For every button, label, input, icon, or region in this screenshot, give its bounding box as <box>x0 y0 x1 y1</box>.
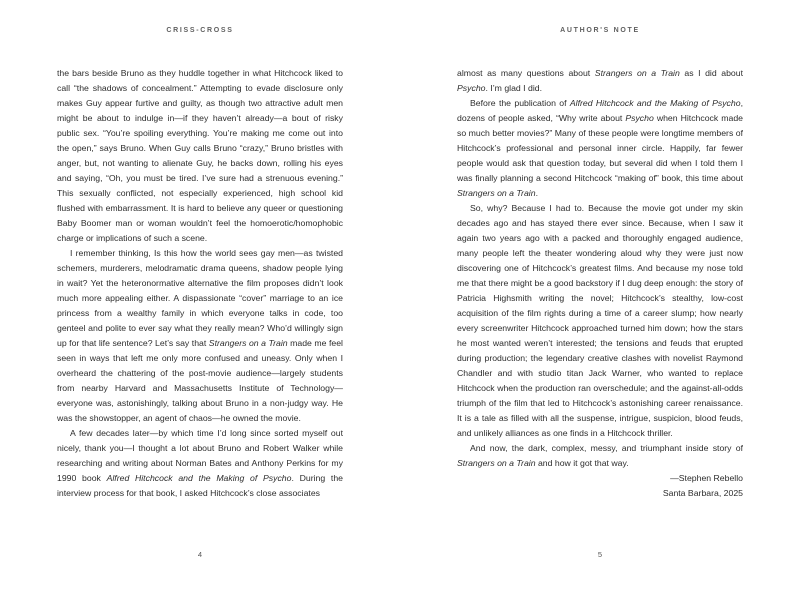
paragraph <box>57 66 343 246</box>
body-text-run: A few decades later—by which time I’d long since sorted myself out nicely, thank you—I thought a lot about Bruno and Robert Walker while researching and writing about Norman Bates and Anthony Perkins for my 1990 book <box>57 428 343 483</box>
paragraph <box>457 201 743 441</box>
signature-block <box>457 471 743 501</box>
left-page-number: 4 <box>197 550 203 559</box>
body-text-run: , dozens of people asked, “Why write about <box>457 98 743 123</box>
paragraph <box>457 96 743 201</box>
paragraph <box>57 426 343 501</box>
body-text-run: as I did about <box>679 68 743 78</box>
body-text-run: and how it got that way. <box>535 458 629 468</box>
body-text-run: Before the publication of <box>470 98 570 108</box>
title-text: Alfred Hitchcock and the Making of Psycho <box>569 98 741 108</box>
paragraph <box>457 66 743 96</box>
right-running-head: AUTHOR'S NOTE <box>560 27 640 34</box>
title-text: Strangers on a Train <box>208 338 288 348</box>
body-text-run: the bars beside Bruno as they huddle together in what Hitchcock liked to call “the shadows of concealment.” Attempting to evade disclosure only makes Guy appear furtive and guilty, as though two attractive adult men might be about to indulge in—if they haven’t already—a bout of risky public sex. “You’re spoiling everything. You’re making me come out into the open,” says Bruno. When Guy calls Bruno “crazy,” Bruno bristles with anger, but, not wanting to alienate Guy, he backs down, rolling his eyes and saying, “Oh, you must be tired. I’ve sure had a strenuous evening.” This sexually conflicted, not especially experienced, high school kid flushed with embarrassment. It is hard to believe any queer or questioning Baby Boomer man or woman wouldn’t feel the homoerotic/homophobic charge or implications of such a scene. <box>57 68 343 243</box>
body-text-run: . I’m glad I did. <box>485 83 542 93</box>
paragraph <box>57 246 343 426</box>
body-text-run: . <box>535 188 538 198</box>
body-text-run: So, why? Because I had to. Because the movie got under my skin decades ago and has stayed there ever since. Because, when I saw it again two years ago with a packed and thoroughly engaged audience, many people left the theater wondering aloud why they were just now discovering one of Hitchcock’s greatest films. And because my nose told me that there might be a good backstory if I dug deep enough: the story of Patricia Highsmith writing the novel; Hitchcock’s stealthy, low-cost acquisition of the film rights during a time of a career slump; how nearly every screenwriter Hitchcock approached turned him down; how the stars he most wanted weren’t interested; the tensions and feuds that erupted during production; the legendary creative clashes with novelist Raymond Chandler and with studio titan Jack Warner, who wanted to replace Hitchcock when the production ran overschedule; and the against-all-odds triumph of the film that led to Hitchcock’s astonishing career renaissance. It is a tale as filled with all the suspense, intrigue, suspicion, blood feuds, and unlikely alliances as one finds in a Hitchcock thriller. <box>457 203 743 438</box>
right-page-number: 5 <box>597 550 603 559</box>
body-text-run: I remember thinking, Is this how the world sees gay men—as twisted schemers, murderers, melodramatic drama queens, shadow people lying in wait? Yet the heteronormative alternative the film proposes didn’t look much more appealing either. A dispassionate “cover” marriage to an ice princess from a wealthy family in which everyone talks in code, too genteel and polite to ever say what they really mean? Who’d willingly sign up for that life sentence? Let’s say that <box>57 248 343 348</box>
right-page <box>400 0 800 600</box>
left-running-head: CRISS-CROSS <box>166 27 234 34</box>
body-text-run: And now, the dark, complex, messy, and triumphant inside story of <box>470 443 743 453</box>
body-text-run: . During the interview process for that book, I asked Hitchcock’s close associates <box>57 473 343 498</box>
title-text: Strangers on a Train <box>457 458 536 468</box>
title-text: Alfred Hitchcock and the Making of Psycho <box>106 473 292 483</box>
left-page-body-text <box>57 66 343 518</box>
title-text: Psycho <box>457 83 486 93</box>
body-text-run: almost as many questions about <box>457 68 595 78</box>
title-text: Psycho <box>625 113 654 123</box>
signature-line: Santa Barbara, 2025 <box>662 488 743 498</box>
body-text-run: when Hitchcock made so much better movies?” Many of these people were longtime members of Hitchcock’s professional and personal inner circle. Happily, far fewer people would ask that question today, but several did when I told them I was finally planning a second Hitchcock “making of” book, this time about <box>457 113 743 183</box>
signature-line: —Stephen Rebello <box>670 473 743 483</box>
paragraph <box>457 441 743 471</box>
body-text-run: made me feel seen in ways that left me only more confused and uneasy. Only when I overheard the chattering of the post-movie audience—largely students from nearby Harvard and Massachusetts Institute of Technology—everyone was, astonishingly, talking about Bruno in a non-judgy way. He was the showstopper, an agent of chaos—he owned the movie. <box>57 338 343 423</box>
right-page-body-text <box>457 66 743 518</box>
title-text: Strangers on a Train <box>457 188 536 198</box>
title-text: Strangers on a Train <box>594 68 680 78</box>
